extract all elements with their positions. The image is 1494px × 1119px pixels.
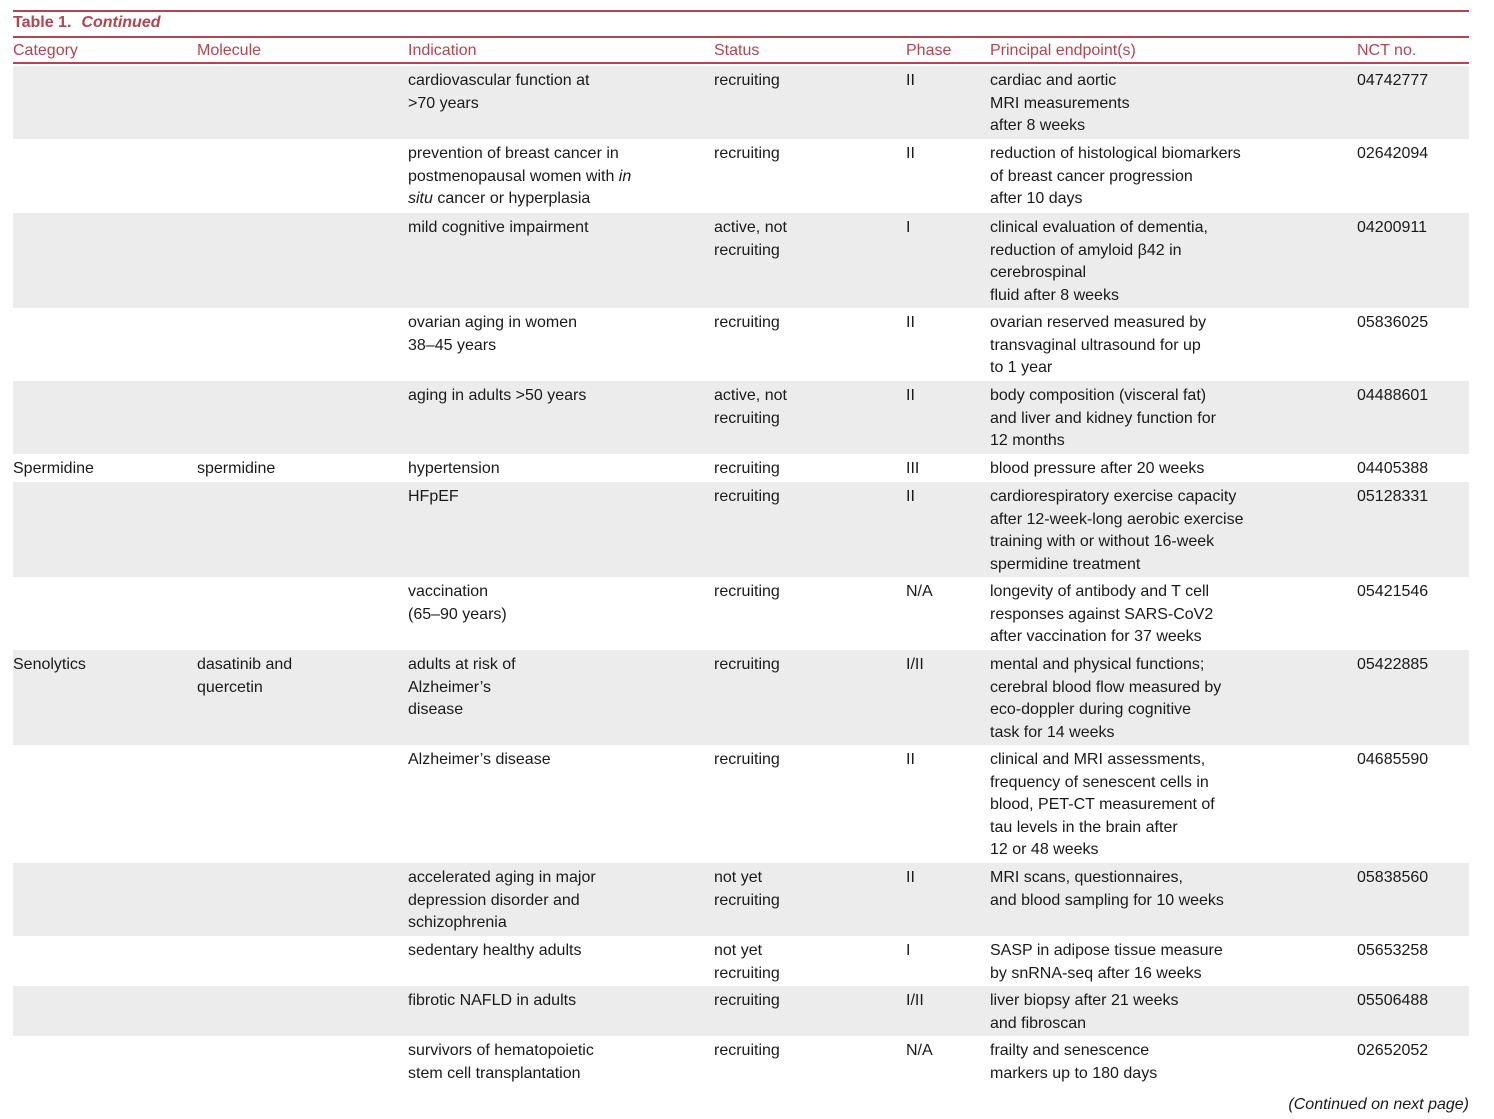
cell-indication: survivors of hematopoietic stem cell transplantation xyxy=(408,1042,594,1082)
table-row xyxy=(13,577,1469,650)
cell-phase: III xyxy=(906,460,920,477)
cell-endpoint: SASP in adipose tissue measure by snRNA-seq after 16 weeks xyxy=(990,942,1223,982)
cell-nct: 02642094 xyxy=(1357,145,1429,162)
table-label: Table 1. xyxy=(13,14,72,31)
table-title xyxy=(13,10,1469,34)
cell-indication: adults at risk of Alzheimer’s disease xyxy=(408,656,516,719)
cell-indication xyxy=(408,143,703,211)
cell-status: not yet recruiting xyxy=(714,942,780,982)
table-row xyxy=(13,863,1469,936)
header-status: Status xyxy=(714,42,760,59)
table-body xyxy=(13,66,1469,1089)
indication-italic-text: in situ xyxy=(408,167,632,208)
cell-indication: aging in adults >50 years xyxy=(408,387,587,404)
table-header xyxy=(13,36,1469,64)
cell-category: Senolytics xyxy=(13,656,86,673)
header-nct: NCT no. xyxy=(1357,42,1417,59)
header-phase: Phase xyxy=(906,42,952,59)
cell-phase: I/II xyxy=(906,992,924,1009)
header-indication: Indication xyxy=(408,42,477,59)
cell-endpoint: cardiorespiratory exercise capacity after 12-week-long aerobic exercise training with or without 16-week spermidine treatment xyxy=(990,488,1244,573)
cell-nct: 05653258 xyxy=(1357,942,1429,959)
header-category: Category xyxy=(13,42,78,59)
cell-indication: HFpEF xyxy=(408,488,459,505)
table-row xyxy=(13,650,1469,745)
cell-phase: II xyxy=(906,751,915,768)
table-row xyxy=(13,745,1469,863)
cell-phase: I xyxy=(906,942,911,959)
cell-nct: 04742777 xyxy=(1357,72,1429,89)
cell-status: recruiting xyxy=(714,145,780,162)
cell-nct: 05128331 xyxy=(1357,488,1429,505)
cell-molecule: spermidine xyxy=(197,460,276,477)
cell-nct: 04405388 xyxy=(1357,460,1429,477)
cell-endpoint: liver biopsy after 21 weeks and fibroscan xyxy=(990,992,1179,1032)
header-endpoint: Principal endpoint(s) xyxy=(990,42,1136,59)
cell-status: recruiting xyxy=(714,992,780,1009)
cell-status: active, not recruiting xyxy=(714,387,787,427)
table-row xyxy=(13,936,1469,986)
cell-phase: I/II xyxy=(906,656,924,673)
cell-status: recruiting xyxy=(714,751,780,768)
cell-nct: 04685590 xyxy=(1357,751,1429,768)
table-row xyxy=(13,482,1469,577)
cell-nct: 05506488 xyxy=(1357,992,1429,1009)
cell-indication: sedentary healthy adults xyxy=(408,942,582,959)
cell-status: recruiting xyxy=(714,488,780,505)
table-continued-label: Continued xyxy=(81,14,161,31)
cell-indication: Alzheimer’s disease xyxy=(408,751,551,768)
cell-phase: II xyxy=(906,145,915,162)
cell-status: active, not recruiting xyxy=(714,219,787,259)
cell-phase: N/A xyxy=(906,1042,933,1059)
table-row xyxy=(13,1036,1469,1089)
cell-nct: 05421546 xyxy=(1357,583,1429,600)
cell-endpoint: clinical evaluation of dementia, reduction of amyloid β42 in cerebrospinal fluid after 8 weeks xyxy=(990,219,1208,304)
cell-indication: accelerated aging in major depression disorder and schizophrenia xyxy=(408,869,596,932)
cell-phase: II xyxy=(906,72,915,89)
table-row xyxy=(13,454,1469,482)
cell-endpoint: longevity of antibody and T cell responses against SARS-CoV2 after vaccination for 37 weeks xyxy=(990,583,1214,646)
indication-text: cancer or hyperplasia xyxy=(432,190,591,208)
cell-indication: mild cognitive impairment xyxy=(408,219,589,236)
cell-endpoint: frailty and senescence markers up to 180 days xyxy=(990,1042,1158,1082)
cell-phase: II xyxy=(906,488,915,505)
cell-endpoint: body composition (visceral fat) and liver and kidney function for 12 months xyxy=(990,387,1216,450)
cell-status: recruiting xyxy=(714,460,780,477)
cell-status: recruiting xyxy=(714,1042,780,1059)
cell-category: Spermidine xyxy=(13,460,94,477)
header-molecule: Molecule xyxy=(197,42,262,59)
cell-endpoint: MRI scans, questionnaires, and blood sampling for 10 weeks xyxy=(990,869,1224,909)
cell-molecule: dasatinib and quercetin xyxy=(197,656,293,696)
table-row xyxy=(13,66,1469,139)
table-row xyxy=(13,986,1469,1036)
cell-nct: 04488601 xyxy=(1357,387,1429,404)
table-row xyxy=(13,213,1469,308)
cell-endpoint: ovarian reserved measured by transvaginal ultrasound for up to 1 year xyxy=(990,314,1207,377)
cell-phase: N/A xyxy=(906,583,933,600)
cell-indication: vaccination (65–90 years) xyxy=(408,583,507,623)
cell-phase: II xyxy=(906,314,915,331)
continued-note: (Continued on next page) xyxy=(1288,1096,1469,1113)
cell-indication: fibrotic NAFLD in adults xyxy=(408,992,577,1009)
cell-endpoint: reduction of histological biomarkers of breast cancer progression after 10 days xyxy=(990,145,1241,208)
cell-phase: II xyxy=(906,387,915,404)
cell-endpoint: cardiac and aortic MRI measurements after 8 weeks xyxy=(990,72,1130,135)
cell-endpoint: mental and physical functions; cerebral blood flow measured by eco-doppler during cognitive task for 14 weeks xyxy=(990,656,1222,741)
cell-nct: 05838560 xyxy=(1357,869,1429,886)
cell-nct: 04200911 xyxy=(1357,219,1427,236)
cell-phase: II xyxy=(906,869,915,886)
cell-phase: I xyxy=(906,219,911,236)
cell-status: recruiting xyxy=(714,656,780,673)
table-row xyxy=(13,308,1469,381)
cell-status: recruiting xyxy=(714,583,780,600)
cell-nct: 05836025 xyxy=(1357,314,1429,331)
cell-endpoint: clinical and MRI assessments, frequency of senescent cells in blood, PET-CT measurement of tau levels in the brain after 12 or 48 weeks xyxy=(990,751,1215,859)
cell-nct: 05422885 xyxy=(1357,656,1429,673)
indication-text: prevention of breast cancer in postmenopausal women with xyxy=(408,145,619,185)
cell-indication: ovarian aging in women 38–45 years xyxy=(408,314,577,354)
cell-status: recruiting xyxy=(714,314,780,331)
table-row xyxy=(13,139,1469,213)
cell-endpoint: blood pressure after 20 weeks xyxy=(990,460,1205,477)
table-row xyxy=(13,381,1469,454)
cell-status: not yet recruiting xyxy=(714,869,780,909)
cell-status: recruiting xyxy=(714,72,780,89)
cell-nct: 02652052 xyxy=(1357,1042,1429,1059)
cell-indication: cardiovascular function at >70 years xyxy=(408,72,590,112)
cell-indication: hypertension xyxy=(408,460,500,477)
